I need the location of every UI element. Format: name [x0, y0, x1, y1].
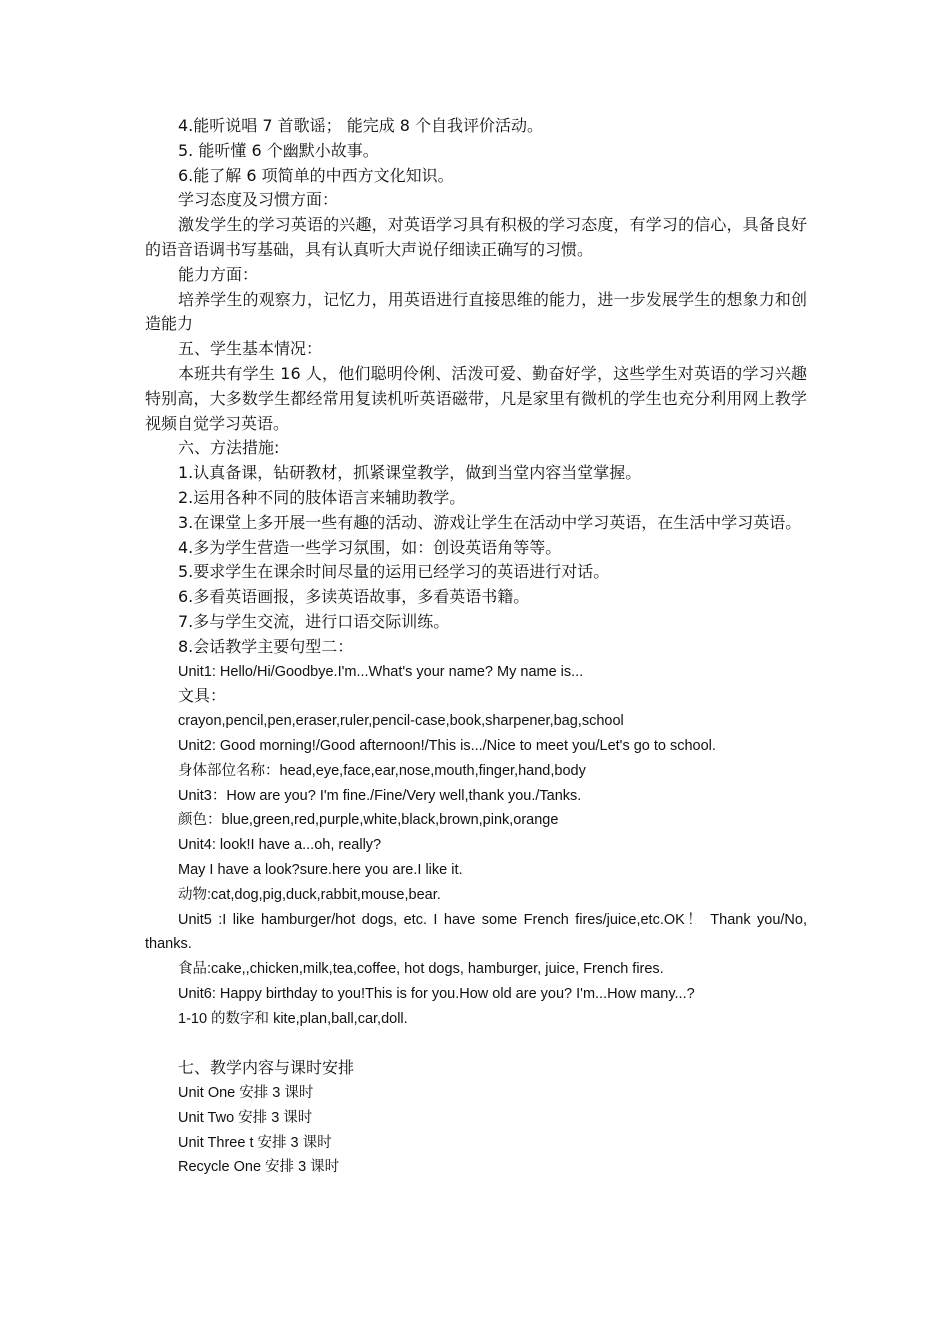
heading-methods: 六、方法措施:: [178, 438, 280, 458]
document-page: [145, 114, 807, 1180]
paragraph-goal-culture: 6.能了解 6 项简单的中西方文化知识。: [178, 165, 454, 185]
food-words: 食品:cake,,chicken,milk,tea,coffee, hot dogs, hamburger, juice, French fires.: [178, 961, 664, 978]
heading-student-situation: 五、学生基本情况：: [178, 339, 323, 359]
method-item-6: 6.多看英语画报，多读英语故事，多看英语书籍。: [178, 587, 530, 607]
label-stationery: 文具：: [178, 686, 227, 706]
stationery-words: crayon,pencil,pen,eraser,ruler,pencil-case,book,sharpener,bag,school: [178, 713, 624, 730]
unit3-sentences: Unit3：How are you? I'm fine./Fine/Very well,thank you./Tanks.: [178, 787, 582, 804]
method-item-1: 1.认真备课，钻研教材，抓紧课堂教学，做到当堂内容当堂掌握。: [178, 463, 642, 483]
color-words: 颜色：blue,green,red,purple,white,black,brown,pink,orange: [178, 812, 559, 829]
paragraph-student-situation: 本班共有学生 16 人，他们聪明伶俐、活泼可爱、勤奋好学，这些学生对英语的学习兴趣特别高，大多数学生都经常用复读机听英语磁带，凡是家里有微机的学生也充分利用网上教学视频自觉学习英语。: [145, 363, 807, 433]
paragraph-ability: 培养学生的观察力，记忆力，用英语进行直接思维的能力，进一步发展学生的想象力和创造能力: [145, 289, 807, 334]
method-item-5: 5.要求学生在课余时间尽量的运用已经学习的英语进行对话。: [178, 562, 610, 582]
paragraph-goal-stories: 5. 能听懂 6 个幽默小故事。: [178, 140, 379, 160]
schedule-unit-three: Unit Three t 安排 3 课时: [178, 1134, 332, 1151]
schedule-unit-two: Unit Two 安排 3 课时: [178, 1109, 313, 1126]
paragraph-attitude: 激发学生的学习英语的兴趣，对英语学习具有积极的学习态度，有学习的信心，具备良好的语音语调书写基础，具有认真听大声说仔细读正确写的习惯。: [145, 215, 807, 259]
unit6-sentences: Unit6: Happy birthday to you!This is for you.How old are you? I'm...How many...?: [178, 985, 695, 1002]
unit2-sentences: Unit2: Good morning!/Good afternoon!/This is.../Nice to meet you/Let's go to school.: [178, 737, 716, 754]
numbers-and-toys: 1-10 的数字和 kite,plan,ball,car,doll.: [178, 1010, 408, 1027]
method-item-7: 7.多与学生交流，进行口语交际训练。: [178, 611, 450, 631]
blank-line: [145, 1031, 807, 1056]
method-item-3: 3.在课堂上多开展一些有趣的活动、游戏让学生在活动中学习英语，在生活中学习英语。: [178, 512, 802, 532]
method-item-2: 2.运用各种不同的肢体语言来辅助教学。: [178, 487, 466, 507]
animal-words: 动物:cat,dog,pig,duck,rabbit,mouse,bear.: [178, 886, 441, 903]
unit5-sentences: Unit5 :I like hamburger/hot dogs, etc. I have some French fires/juice,etc.OK！ Thank you/No, thanks.: [145, 911, 807, 953]
unit4-sentences: Unit4: look!I have a...oh, really?: [178, 837, 382, 854]
method-item-8: 8.会话教学主要句型二：: [178, 636, 354, 656]
schedule-recycle-one: Recycle One 安排 3 课时: [178, 1159, 340, 1176]
heading-attitude-habits: 学习态度及习惯方面：: [178, 190, 339, 210]
method-item-4: 4.多为学生营造一些学习氛围，如：创设英语角等等。: [178, 537, 562, 557]
unit4-sentences-2: May I have a look?sure.here you are.I like it.: [178, 861, 463, 878]
heading-ability: 能力方面：: [178, 264, 259, 284]
body-parts-words: 身体部位名称：head,eye,face,ear,nose,mouth,finger,hand,body: [178, 762, 586, 779]
paragraph-goal-songs: 4.能听说唱 7 首歌谣； 能完成 8 个自我评价活动。: [178, 116, 544, 135]
heading-schedule: 七、教学内容与课时安排: [178, 1058, 355, 1078]
unit1-sentences: Unit1: Hello/Hi/Goodbye.I'm...What's your name? My name is...: [178, 663, 584, 680]
schedule-unit-one: Unit One 安排 3 课时: [178, 1085, 314, 1102]
